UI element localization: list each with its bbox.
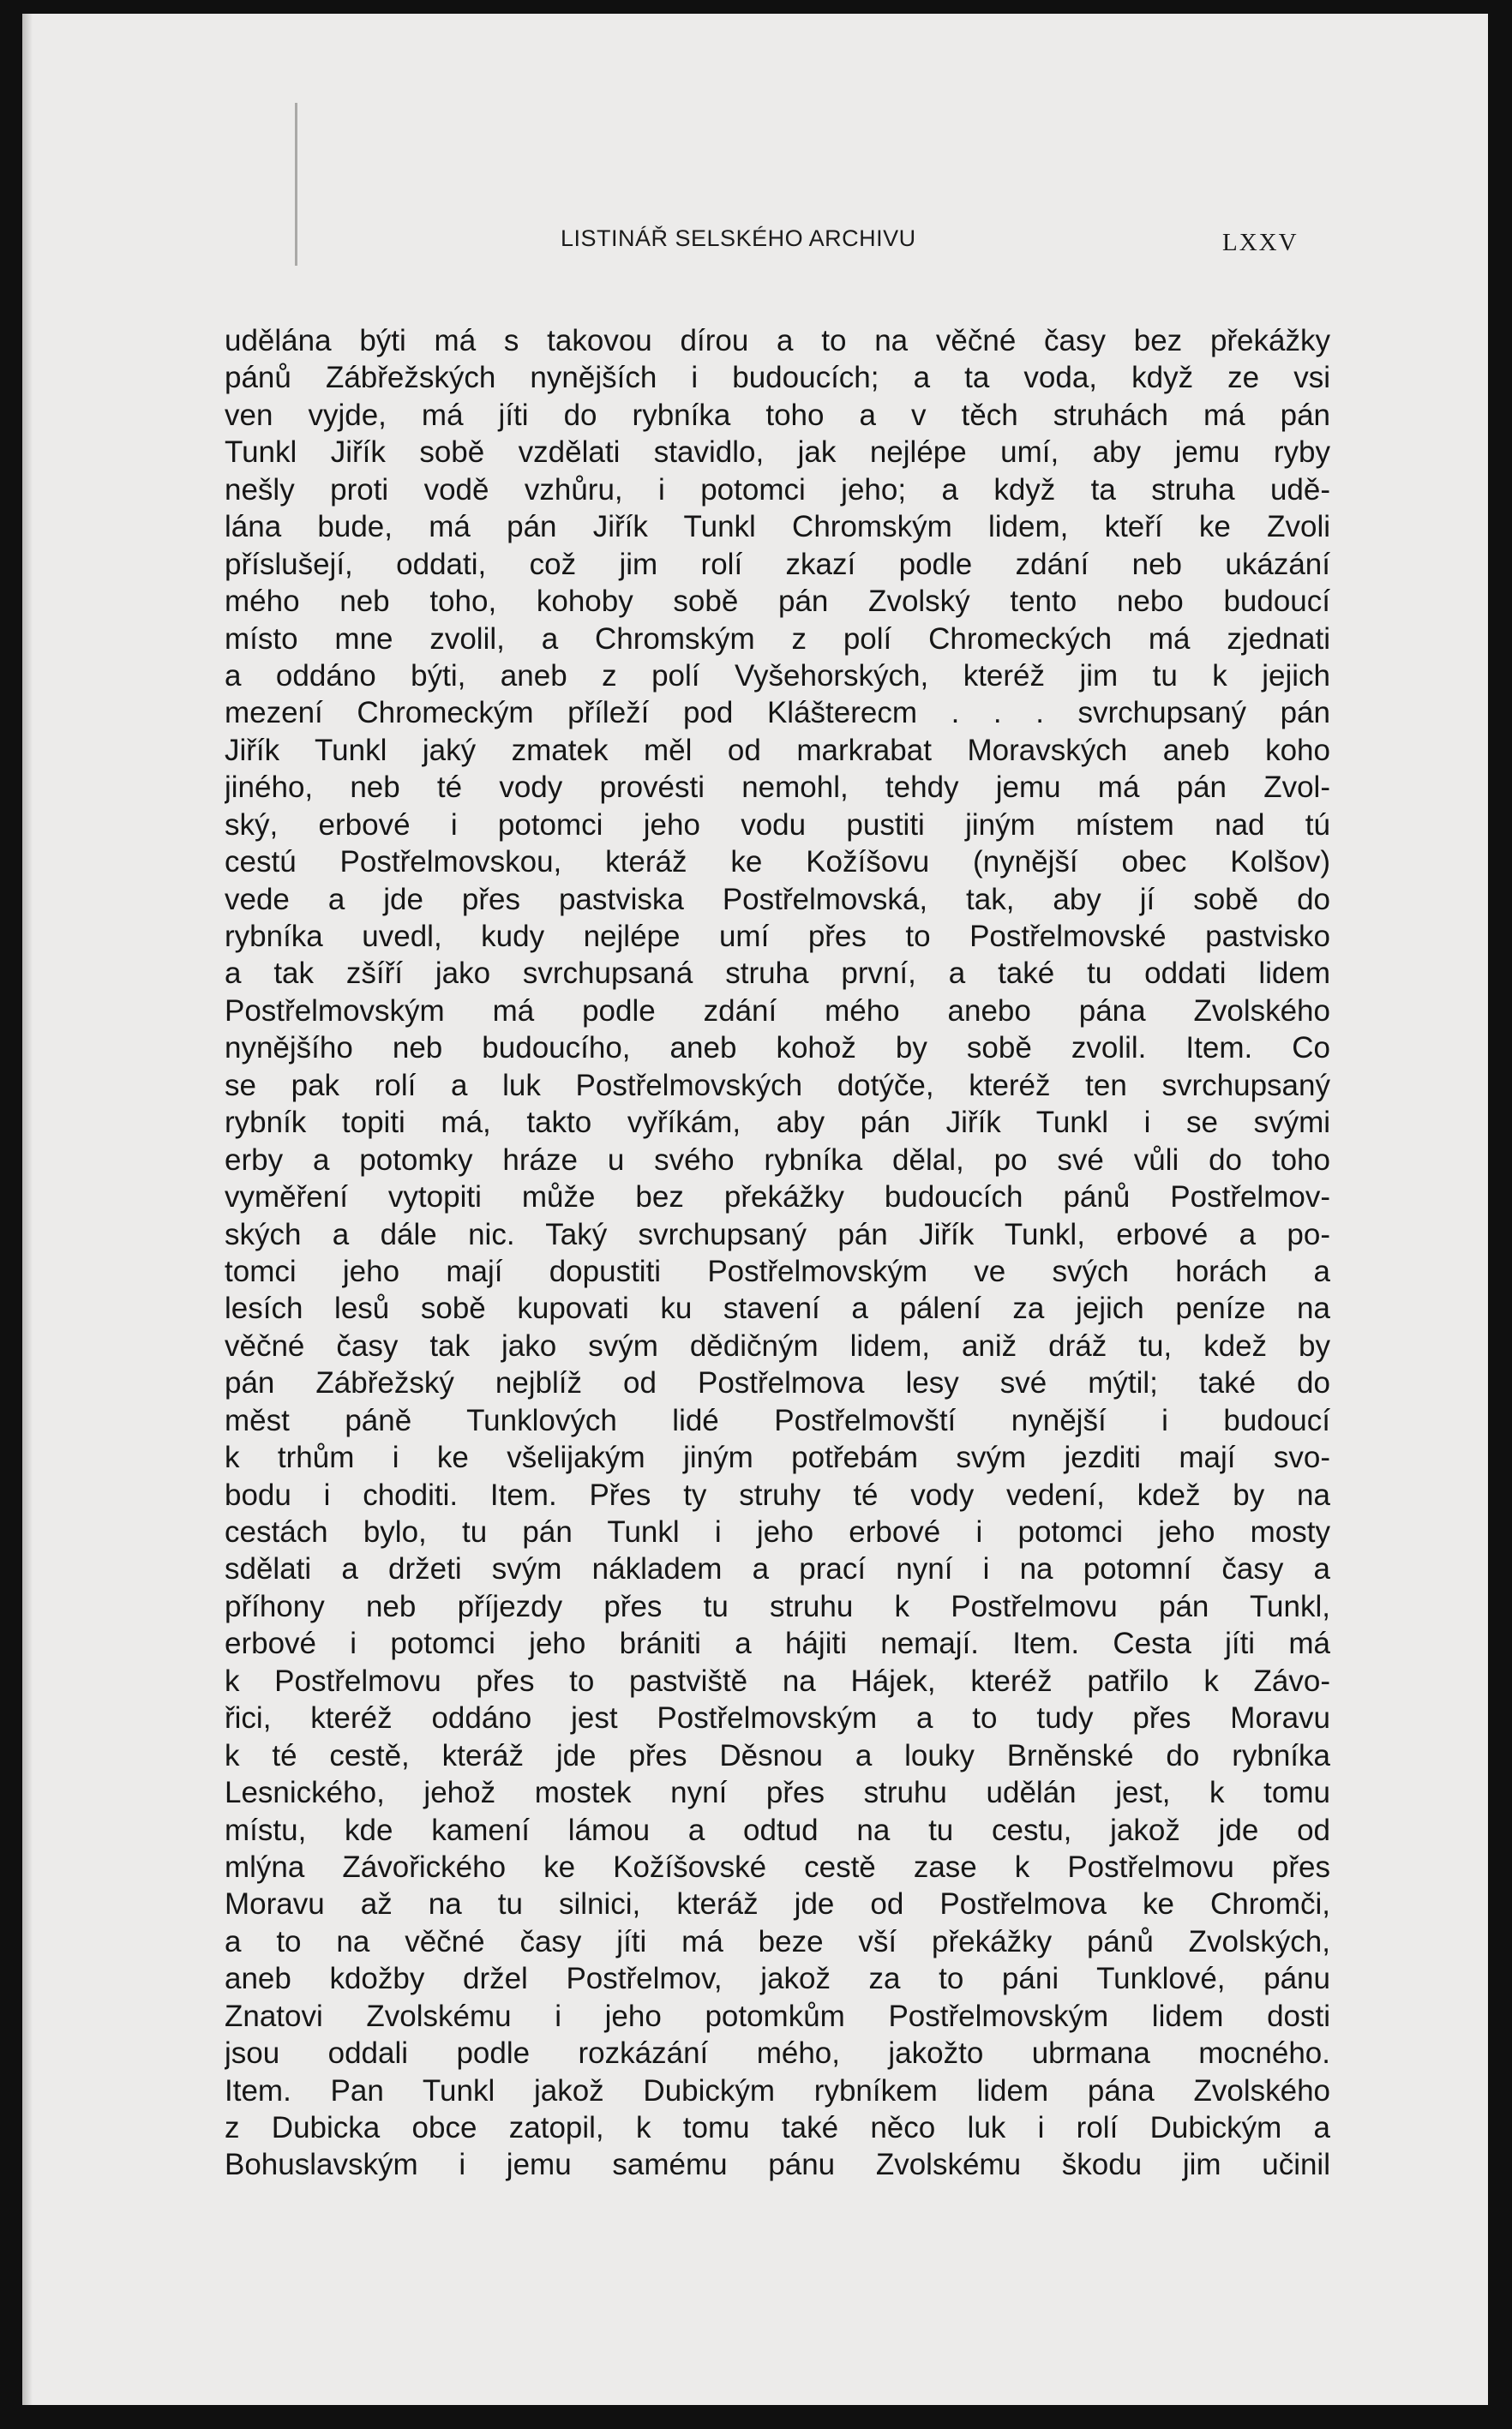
text-line: a oddáno býti, aneb z polí Vyšehorských, kteréž jim tu k jejich [225,658,1330,693]
text-line: se pak rolí a luk Postřelmovských dotýče, kteréž ten svrchupsaný [225,1068,1330,1102]
text-line: a to na věčné časy jíti má beze vší překážky pánů Zvolských, [225,1924,1330,1958]
text-line: erbové i potomci jeho brániti a hájiti nemají. Item. Cesta jíti má [225,1627,1330,1661]
text-line: sdělati a držeti svým nákladem a prací nyní i na potomní časy a [225,1552,1330,1586]
text-line: ských a dále nic. Taký svrchupsaný pán Jiřík Tunkl, erbové a po- [225,1217,1330,1251]
text-line: příslušejí, oddati, což jim rolí zkazí podle zdání neb ukázání [225,547,1330,581]
text-line: měst páně Tunklových lidé Postřelmovští nynější i budoucí [225,1403,1330,1437]
text-line: lesích lesů sobě kupovati ku stavení a pálení za jejich peníze na [225,1292,1330,1326]
text-line: mezení Chromeckým příleží pod Klášterecm . . . svrchupsaný pán [225,696,1330,730]
text-line: mého neb toho, kohoby sobě pán Zvolský tento nebo budoucí [225,585,1330,619]
text-line: erby a potomky hráze u svého rybníka dělal, po své vůli do toho [225,1143,1330,1177]
text-line: mlýna Závořického ke Kožíšovské cestě zase k Postřelmovu přes [225,1850,1330,1884]
text-line: vede a jde přes pastviska Postřelmovská, tak, aby jí sobě do [225,882,1330,916]
text-line: udělána býti má s takovou dírou a to na věčné časy bez překážky [225,324,1330,357]
text-line: ven vyjde, má jíti do rybníka toho a v těch struhách má pán [225,398,1330,432]
text-line: řici, kteréž oddáno jest Postřelmovským a to tudy přes Moravu [225,1701,1330,1736]
text-line: k trhům i ke všelijakým jiným potřebám svým jezditi mají svo- [225,1441,1330,1475]
text-line: Tunkl Jiřík sobě vzdělati stavidlo, jak nejlépe umí, aby jemu ryby [225,435,1330,470]
text-line: věčné časy tak jako svým dědičným lidem, aniž dráž tu, kdež by [225,1328,1330,1363]
text-line: Lesnického, jehož mostek nyní přes struhu udělán jest, k tomu [225,1776,1330,1810]
text-line: rybník topiti má, takto vyříkám, aby pán Jiřík Tunkl i se svými [225,1106,1330,1140]
text-line: nynějšího neb budoucího, aneb kohož by sobě zvolil. Item. Co [225,1031,1330,1065]
text-line: a tak zšíří jako svrchupsaná struha první, a také tu oddati lidem [225,957,1330,991]
paper-sheet [22,14,1488,2405]
page-number: LXXV [1222,229,1299,256]
text-line: Moravu až na tu silnici, kteráž jde od Postřelmova ke Chromči, [225,1887,1330,1922]
text-line: bodu i choditi. Item. Přes ty struhy té vody vedení, kdež by na [225,1478,1330,1512]
text-line: jiného, neb té vody provésti nemohl, tehdy jemu má pán Zvol- [225,771,1330,805]
text-line: Jiřík Tunkl jaký zmatek měl od markrabat Moravských aneb koho [225,733,1330,767]
text-line: aneb kdožby držel Postřelmov, jakož za to páni Tunklové, pánu [225,1962,1330,1996]
sheet-edge-shadow [22,14,33,2405]
text-line: Postřelmovským má podle zdání mého anebo pána Zvolského [225,993,1330,1028]
text-line: místu, kde kamení lámou a odtud na tu cestu, jakož jde od [225,1813,1330,1847]
text-line: nešly proti vodě vzhůru, i potomci jeho; a když ta struha udě- [225,472,1330,507]
text-line: k Postřelmovu přes to pastviště na Hájek, kteréž patřilo k Závo- [225,1664,1330,1698]
text-line: z Dubicka obce zatopil, k tomu také něco luk i rolí Dubickým a [225,2111,1330,2144]
text-line: pánů Zábřežských nynějších i budoucích; a ta voda, když ze vsi [225,361,1330,395]
text-line: tomci jeho mají dopustiti Postřelmovským ve svých horách a [225,1254,1330,1288]
text-line: Item. Pan Tunkl jakož Dubickým rybníkem lidem pána Zvolského [225,2073,1330,2108]
text-line: jsou oddali podle rozkázání mého, jakožto ubrmana mocného. [225,2036,1330,2071]
text-line: lána bude, má pán Jiřík Tunkl Chromským lidem, kteří ke Zvoli [225,510,1330,544]
text-line: k té cestě, kteráž jde přes Děsnou a louky Brněnské do rybníka [225,1738,1330,1772]
text-line: místo mne zvolil, a Chromským z polí Chromeckých má zjednati [225,621,1330,656]
text-line: cestách bylo, tu pán Tunkl i jeho erbové i potomci jeho mosty [225,1515,1330,1549]
text-line: rybníka uvedl, kudy nejlépe umí přes to Postřelmovské pastvisko [225,920,1330,953]
text-line: příhony neb příjezdy přes tu struhu k Postřelmovu pán Tunkl, [225,1589,1330,1623]
text-line: Bohuslavským i jemu samému pánu Zvolskému škodu jim učinil [225,2148,1330,2182]
text-line: cestú Postřelmovskou, kteráž ke Kožíšovu (nynější obec Kolšov) [225,845,1330,879]
text-line: pán Zábřežský nejblíž od Postřelmova lesy své mýtil; také do [225,1366,1330,1400]
text-line: Znatovi Zvolskému i jeho potomkům Postřelmovským lidem dosti [225,1999,1330,2033]
running-title: LISTINÁŘ SELSKÉHO ARCHIVU [561,225,916,251]
text-line: vyměření vytopiti může bez překážky budoucích pánů Postřelmov- [225,1180,1330,1214]
running-header [22,225,1488,268]
body-text [225,322,1330,2184]
text-line: ský, erbové i potomci jeho vodu pustiti jiným místem nad tú [225,807,1330,842]
